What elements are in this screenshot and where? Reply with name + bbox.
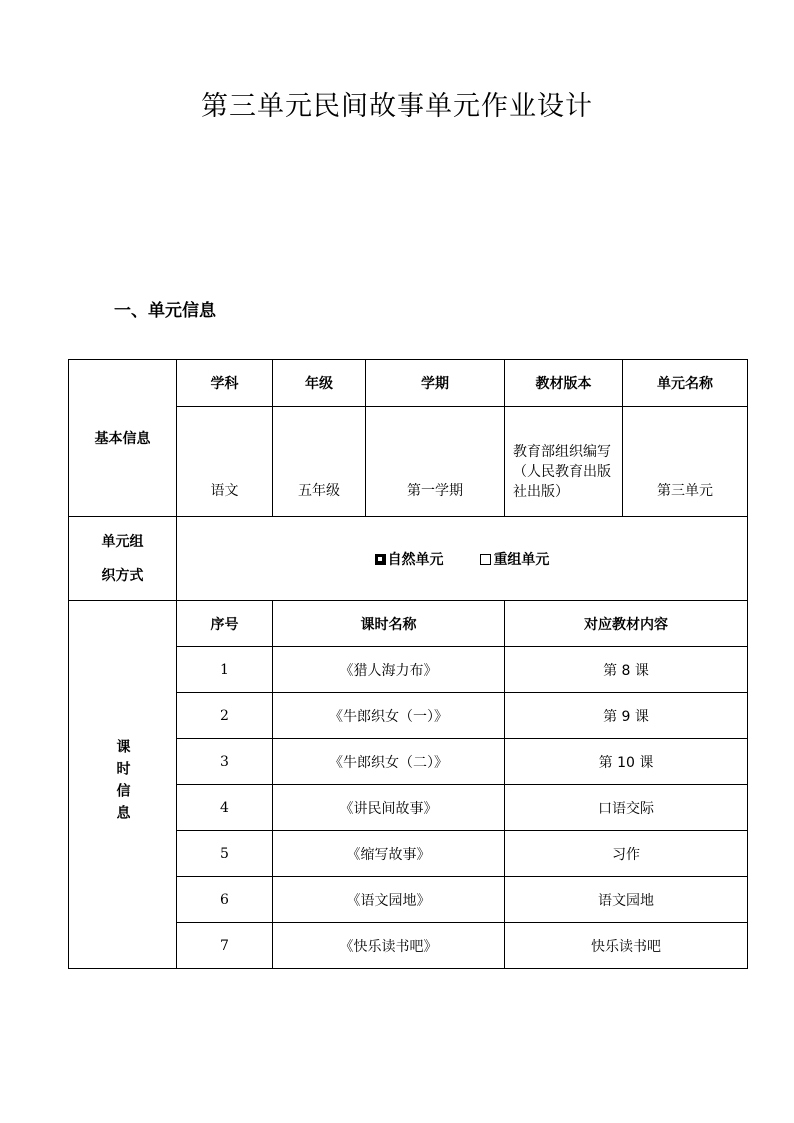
lesson-name: 《牛郎织女（二）》 [273,739,505,785]
basic-info-header-row [69,360,748,407]
option-regroup-unit[interactable] [480,549,549,569]
lesson-name: 《讲民间故事》 [273,785,505,831]
value-unit-name: 第三单元 [623,407,748,517]
basic-info-label: 基本信息 [69,360,177,517]
header-lesson-number: 序号 [177,601,273,647]
organization-label-line2: 织方式 [101,567,144,584]
lesson-number: 6 [177,877,273,923]
option-regroup-label: 重组单元 [493,551,550,568]
value-subject: 语文 [177,407,273,517]
header-grade: 年级 [273,360,366,407]
unit-info-table [68,359,748,969]
lessons-label-cell [69,601,177,969]
lesson-number: 1 [177,647,273,693]
lesson-name: 《猎人海力布》 [273,647,505,693]
lesson-content: 语文园地 [505,877,748,923]
lesson-number: 4 [177,785,273,831]
organization-row [69,517,748,601]
value-grade: 五年级 [273,407,366,517]
lesson-content: 快乐读书吧 [505,923,748,969]
lesson-number: 2 [177,693,273,739]
header-subject: 学科 [177,360,273,407]
lesson-number: 3 [177,739,273,785]
lesson-number: 5 [177,831,273,877]
lesson-number: 7 [177,923,273,969]
document-title: 第三单元民间故事单元作业设计 [201,91,593,122]
option-natural-label: 自然单元 [387,551,444,568]
value-semester: 第一学期 [366,407,505,517]
option-natural-unit[interactable] [375,549,444,569]
lesson-name: 《快乐读书吧》 [273,923,505,969]
lesson-name: 《牛郎织女（一）》 [273,693,505,739]
lesson-name: 《缩写故事》 [273,831,505,877]
header-edition: 教材版本 [505,360,623,407]
lesson-content: 第 9 课 [505,693,748,739]
header-unit-name: 单元名称 [623,360,748,407]
header-lesson-name: 课时名称 [273,601,505,647]
lessons-label: 课时信息 [114,738,131,827]
header-semester: 学期 [366,360,505,407]
section-heading: 一、单元信息 [114,301,216,321]
lesson-content: 第 10 课 [505,739,748,785]
lesson-name: 《语文园地》 [273,877,505,923]
organization-label-line1: 单元组 [101,533,144,550]
header-lesson-content: 对应教材内容 [505,601,748,647]
lesson-content: 习作 [505,831,748,877]
lesson-content: 第 8 课 [505,647,748,693]
unchecked-box-icon[interactable] [480,554,491,565]
lesson-content: 口语交际 [505,785,748,831]
value-edition: 教育部组织编写（人民教育出版社出版） [505,407,623,517]
organization-label [69,517,177,601]
organization-options [177,517,748,601]
lessons-header-row [69,601,748,647]
checked-box-icon[interactable] [375,554,386,565]
